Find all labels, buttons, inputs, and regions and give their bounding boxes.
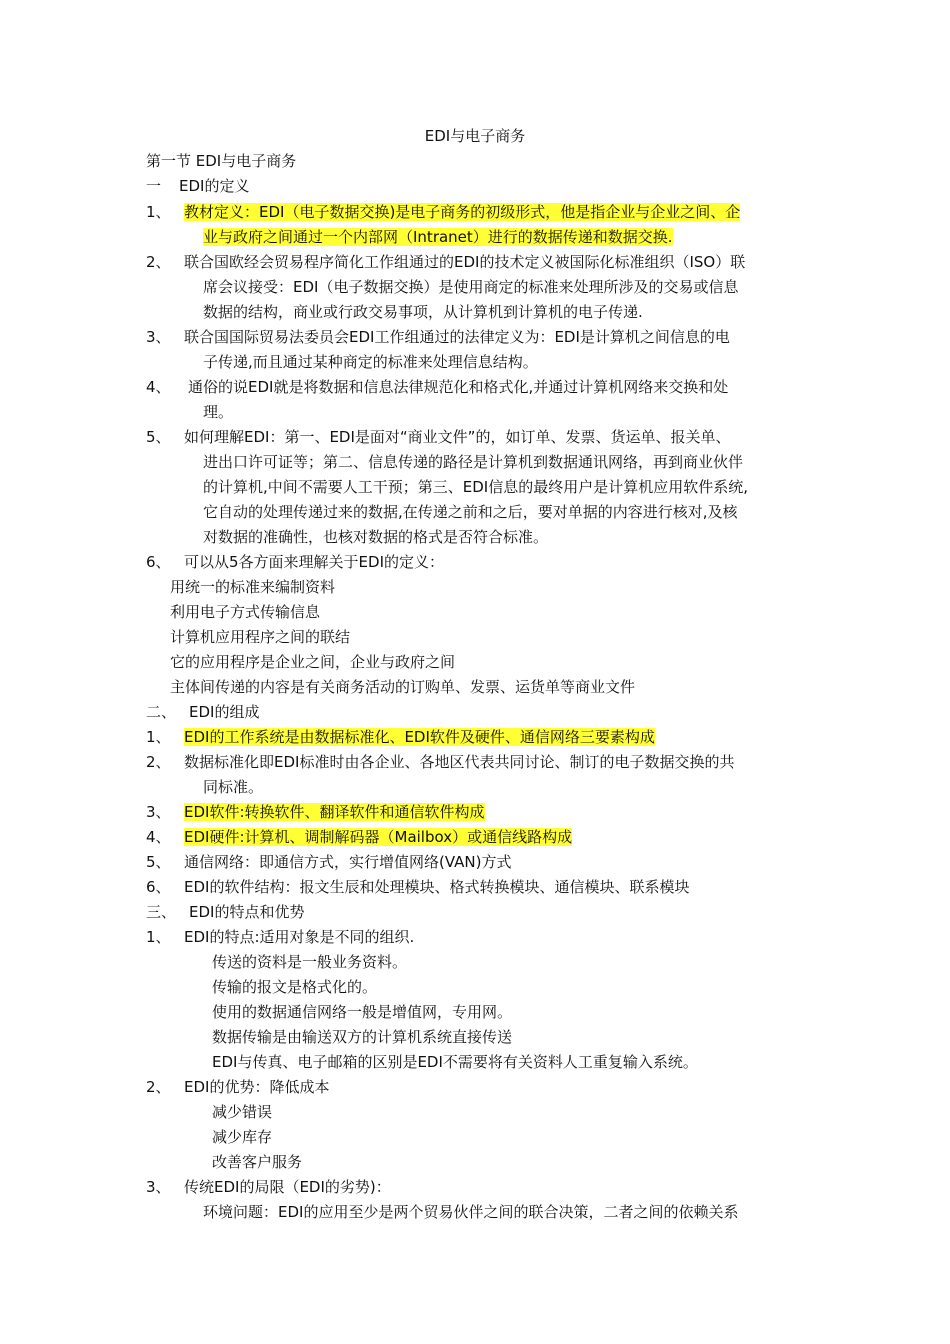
list-item-line: 进出口许可证等；第二、信息传递的路径是计算机到数据通讯网络，再到商业伙伴 bbox=[203, 453, 744, 471]
list-item-line: EDI的优势：降低成本 bbox=[184, 1078, 330, 1096]
part-heading: EDI的定义 bbox=[179, 177, 250, 195]
item-number: 1、 bbox=[146, 928, 171, 946]
feature-line: 数据传输是由输送双方的计算机系统直接传送 bbox=[212, 1028, 513, 1046]
aspect-line: 计算机应用程序之间的联结 bbox=[170, 628, 351, 646]
list-item-line: EDI的特点:适用对象是不同的组织. bbox=[184, 928, 415, 946]
aspect-line: 它的应用程序是企业之间，企业与政府之间 bbox=[170, 653, 456, 671]
item-number: 1、 bbox=[146, 203, 171, 221]
list-item-line: EDI软件:转换软件、翻译软件和通信软件构成 bbox=[184, 803, 485, 821]
advantage-line: 减少错误 bbox=[212, 1103, 273, 1121]
item-number: 1、 bbox=[146, 728, 171, 746]
list-item-line: 对数据的准确性，也核对数据的格式是否符合标准。 bbox=[203, 528, 549, 546]
limitation-line: 环境问题：EDI的应用至少是两个贸易伙伴之间的联合决策，二者之间的依赖关系 bbox=[203, 1203, 739, 1221]
item-number: 6、 bbox=[146, 553, 171, 571]
part-number: 一 bbox=[146, 177, 162, 195]
list-item-line: 它自动的处理传递过来的数据,在传递之前和之后，要对单据的内容进行核对,及核 bbox=[203, 503, 738, 521]
advantage-line: 减少库存 bbox=[212, 1128, 273, 1146]
part-heading: EDI的组成 bbox=[189, 703, 260, 721]
list-item-line: 席会议接受：EDI（电子数据交换）是使用商定的标准来处理所涉及的交易或信息 bbox=[203, 278, 739, 296]
item-number: 5、 bbox=[146, 428, 171, 446]
item-number: 4、 bbox=[146, 828, 171, 846]
advantage-line: 改善客户服务 bbox=[212, 1153, 303, 1171]
list-item-line: 教材定义：EDI（电子数据交换)是电子商务的初级形式，他是指企业与企业之间、企 bbox=[184, 203, 741, 221]
aspect-line: 用统一的标准来编制资料 bbox=[170, 578, 336, 596]
list-item-line: 业与政府之间通过一个内部网（Intranet）进行的数据传递和数据交换. bbox=[203, 228, 673, 246]
feature-line: 传送的资料是一般业务资料。 bbox=[212, 953, 408, 971]
list-item-line: EDI的软件结构：报文生辰和处理模块、格式转换模块、通信模块、联系模块 bbox=[184, 878, 690, 896]
list-item-line: 通俗的说EDI就是将数据和信息法律规范化和格式化,并通过计算机网络来交换和处 bbox=[188, 378, 729, 396]
item-number: 2、 bbox=[146, 1078, 171, 1096]
feature-line: EDI与传真、电子邮箱的区别是EDI不需要将有关资料人工重复输入系统。 bbox=[212, 1053, 698, 1071]
list-item-line: 可以从5各方面来理解关于EDI的定义： bbox=[184, 553, 444, 571]
item-number: 2、 bbox=[146, 753, 171, 771]
list-item-line: EDI硬件:计算机、调制解码器（Mailbox）或通信线路构成 bbox=[184, 828, 573, 846]
list-item-line: 理。 bbox=[203, 403, 234, 421]
item-number: 3、 bbox=[146, 803, 171, 821]
item-number: 2、 bbox=[146, 253, 171, 271]
part-heading: EDI的特点和优势 bbox=[189, 903, 305, 921]
item-number: 3、 bbox=[146, 1178, 171, 1196]
aspect-line: 利用电子方式传输信息 bbox=[170, 603, 321, 621]
feature-line: 使用的数据通信网络一般是增值网，专用网。 bbox=[212, 1003, 513, 1021]
item-number: 3、 bbox=[146, 328, 171, 346]
part-number: 三、 bbox=[146, 903, 177, 921]
list-item-line: 联合国欧经会贸易程序简化工作组通过的EDI的技术定义被国际化标准组织（ISO）联 bbox=[184, 253, 746, 271]
list-item-line: 传统EDI的局限（EDI的劣势)： bbox=[184, 1178, 391, 1196]
list-item-line: 数据标准化即EDI标准时由各企业、各地区代表共同讨论、制订的电子数据交换的共 bbox=[184, 753, 735, 771]
item-number: 5、 bbox=[146, 853, 171, 871]
list-item-line: 联合国国际贸易法委员会EDI工作组通过的法律定义为：EDI是计算机之间信息的电 bbox=[184, 328, 730, 346]
list-item-line: 的计算机,中间不需要人工干预；第三、EDI信息的最终用户是计算机应用软件系统, bbox=[203, 478, 748, 496]
list-item-line: EDI的工作系统是由数据标准化、EDI软件及硬件、通信网络三要素构成 bbox=[184, 728, 655, 746]
item-number: 6、 bbox=[146, 878, 171, 896]
part-number: 二、 bbox=[146, 703, 177, 721]
aspect-line: 主体间传递的内容是有关商务活动的订购单、发票、运货单等商业文件 bbox=[170, 678, 636, 696]
item-number: 4、 bbox=[146, 378, 171, 396]
feature-line: 传输的报文是格式化的。 bbox=[212, 978, 378, 996]
list-item-line: 通信网络：即通信方式，实行增值网络(VAN)方式 bbox=[184, 853, 512, 871]
document-title: EDI与电子商务 bbox=[424, 127, 526, 145]
list-item-line: 子传递,而且通过某种商定的标准来处理信息结构。 bbox=[203, 353, 538, 371]
list-item-line: 同标准。 bbox=[203, 778, 264, 796]
list-item-line: 如何理解EDI：第一、EDI是面对“商业文件”的，如订单、发票、货运单、报关单、 bbox=[184, 428, 731, 446]
section-heading: 第一节 EDI与电子商务 bbox=[146, 152, 297, 170]
list-item-line: 数据的结构，商业或行政交易事项，从计算机到计算机的电子传递. bbox=[203, 303, 643, 321]
